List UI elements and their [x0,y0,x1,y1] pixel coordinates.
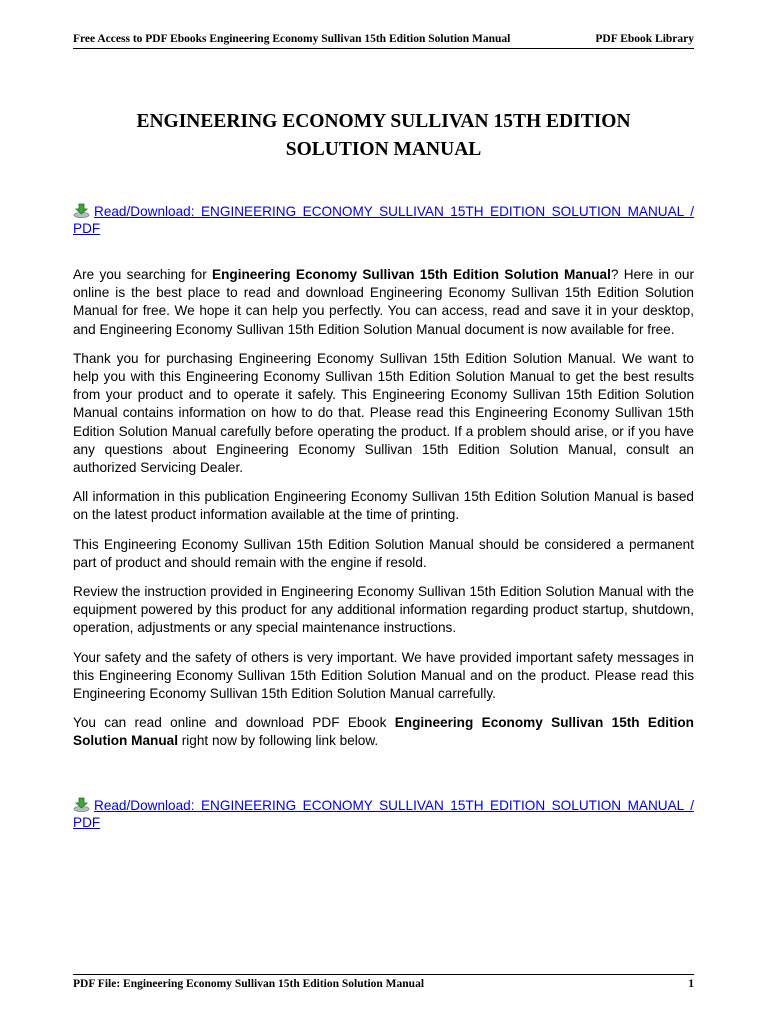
paragraph-7 [73,714,694,750]
bold-title-text: Engineering Economy Sullivan 15th Edition Solution Manual [212,267,611,282]
paragraph-6: Your safety and the safety of others is very important. We have provided important safety messages in this Engineering Economy Sullivan 15th Edition Solution Manual and on the product. Please read this Engineering Economy Sullivan 15th Edition Solution Manual carrefully. [73,649,694,702]
document-body [73,266,694,762]
title-line-1: ENGINEERING ECONOMY SULLIVAN 15TH EDITION [136,111,631,132]
header-left-text: Free Access to PDF Ebooks Engineering Economy Sullivan 15th Edition Solution Manual [73,33,511,45]
paragraph-text: ? Here in our online is the best place to read and download Engineering Economy Sullivan 15th Edition Solution Manual for free. We hope it can help you perfectly. You can access, read and save it in your desktop, and Engineering Economy Sullivan 15th Edition Solution Manual document is now available for free. [73,267,694,337]
paragraph-text: You can read online and download PDF Ebook [73,715,395,731]
download-link-top[interactable] [73,203,694,237]
paragraph-3: All information in this publication Engineering Economy Sullivan 15th Edition Solution Manual is based on the latest product information available at the time of printing. [73,489,694,523]
page-footer [73,974,694,990]
bold-title-text: Engineering Economy Sullivan 15th Edition Solution Manual [73,715,694,749]
footer-file-text: PDF File: Engineering Economy Sullivan 15th Edition Solution Manual [73,978,425,990]
paragraph-5: Review the instruction provided in Engineering Economy Sullivan 15th Edition Solution Manual with the equipment powered by this product for any additional information regarding product startup, shutdown, operation, adjustments or any special maintenance instructions. [73,584,694,636]
download-icon [73,203,90,218]
paragraph-1 [73,266,694,339]
download-icon [73,797,90,812]
download-link-bottom[interactable] [73,797,694,831]
header-right-text: PDF Ebook Library [595,33,694,45]
paragraph-text: Are you searching for [73,267,213,282]
download-link-text[interactable]: Read/Download: ENGINEERING ECONOMY SULLIVAN 15TH EDITION SOLUTION MANUAL / PDF [73,798,694,830]
document-title [73,108,694,164]
download-link-text[interactable]: Read/Download: ENGINEERING ECONOMY SULLIVAN 15TH EDITION SOLUTION MANUAL / PDF [73,204,694,236]
paragraph-2: Thank you for purchasing Engineering Economy Sullivan 15th Edition Solution Manual. We want to help you with this Engineering Economy Sullivan 15th Edition Solution Manual to get the best results from your product and to operate it safely. This Engineering Economy Sullivan 15th Edition Solution Manual contains information on how to do that. Please read this Engineering Economy Sullivan 15th Edition Solution Manual carefully before operating the product. If a problem should arise, or if you have any questions about Engineering Economy Sullivan 15th Edition Solution Manual, consult an authorized Servicing Dealer. [73,350,694,476]
paragraph-text: right now by following link below. [177,733,379,749]
page-header [73,33,694,49]
paragraph-4: This Engineering Economy Sullivan 15th Edition Solution Manual should be considered a permanent part of product and should remain with the engine if resold. [73,536,694,570]
title-line-2: SOLUTION MANUAL [285,139,482,160]
page-number: 1 [688,978,694,990]
